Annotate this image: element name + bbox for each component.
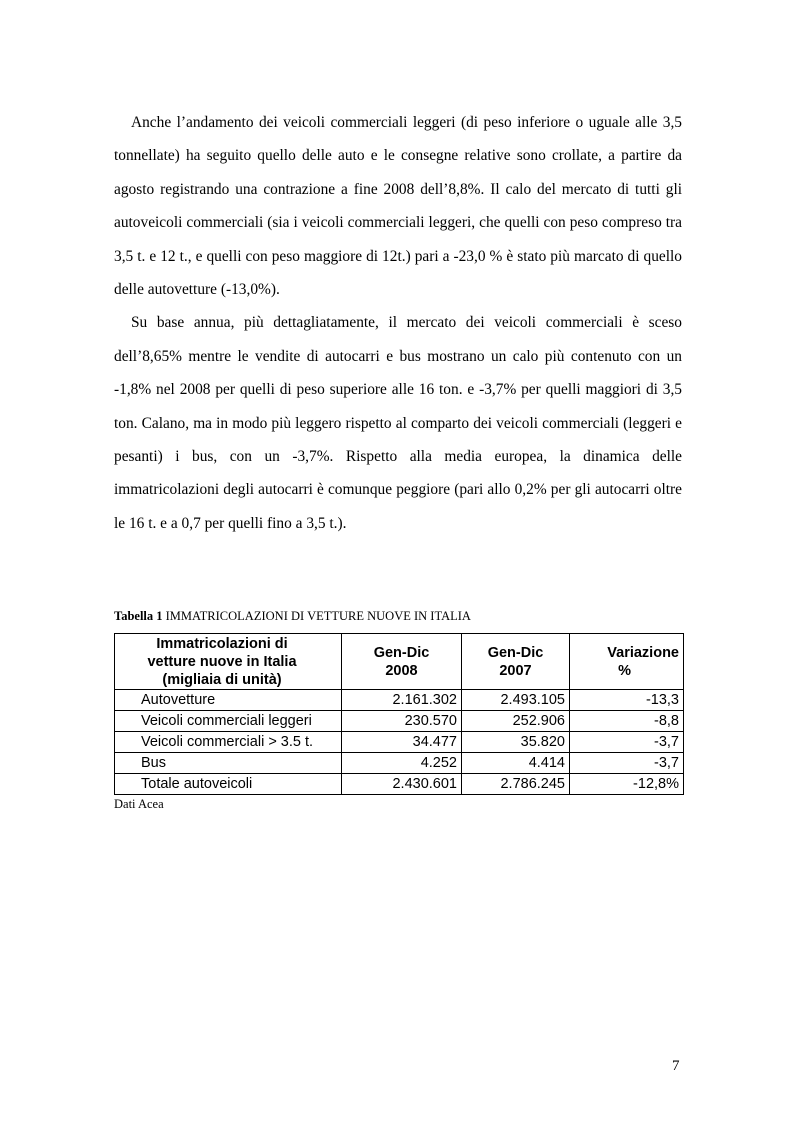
table-header-row [115,634,684,690]
cell-category: Bus [115,753,342,774]
cell-2007: 252.906 [462,711,570,732]
cell-2007: 4.414 [462,753,570,774]
cell-category: Veicoli commerciali > 3.5 t. [115,732,342,753]
table-row [115,753,684,774]
cell-2008: 2.161.302 [342,690,462,711]
body-text [114,106,682,540]
cell-2007: 35.820 [462,732,570,753]
cell-variation: -12,8% [570,774,684,795]
header-variation: Variazione % [570,634,684,690]
header-category: Immatricolazioni di vetture nuove in Italia (migliaia di unità) [115,634,342,690]
header-2007: Gen-Dic 2007 [462,634,570,690]
table-caption [114,609,471,624]
cell-2008: 2.430.601 [342,774,462,795]
cell-2007: 2.786.245 [462,774,570,795]
table-row [115,774,684,795]
cell-2008: 230.570 [342,711,462,732]
table-row [115,690,684,711]
cell-category: Veicoli commerciali leggeri [115,711,342,732]
cell-variation: -3,7 [570,732,684,753]
cell-variation: -3,7 [570,753,684,774]
cell-variation: -13,3 [570,690,684,711]
page-number: 7 [672,1058,680,1074]
table-row [115,732,684,753]
cell-2007: 2.493.105 [462,690,570,711]
paragraph: Su base annua, più dettagliatamente, il mercato dei veicoli commerciali è sceso dell’8,65% mentre le vendite di autocarri e bus mostrano un calo più contenuto con un -1,8% nel 2008 per quelli di peso superiore alle 16 ton. e -3,7% per quelli maggiori di 3,5 ton. Calano, ma in modo più leggero rispetto al comparto dei veicoli commerciali (leggeri e pesanti) i bus, con un -3,7%. Rispetto alla media europea, la dinamica delle immatricolazioni degli autocarri è comunque peggiore (pari allo 0,2% per gli autocarri oltre le 16 t. e a 0,7 per quelli fino a 3,5 t.). [114,314,682,532]
cell-2008: 4.252 [342,753,462,774]
paragraph: Anche l’andamento dei veicoli commerciali leggeri (di peso inferiore o uguale alle 3,5 tonnellate) ha seguito quello delle auto e le consegne relative sono crollate, a partire da agosto registrando una contrazione a fine 2008 dell’8,8%. Il calo del mercato di tutti gli autoveicoli commerciali (sia i veicoli commerciali leggeri, che quelli con peso compreso tra 3,5 t. e 12 t., e quelli con peso maggiore di 12t.) pari a -23,0 % è stato più marcato di quello delle autovetture (-13,0%). [114,114,682,299]
cell-2008: 34.477 [342,732,462,753]
cell-category: Autovetture [115,690,342,711]
table-caption-label: Tabella 1 [114,609,163,623]
registrations-table [114,633,684,795]
cell-variation: -8,8 [570,711,684,732]
table-source: Dati Acea [114,797,164,811]
header-2008: Gen-Dic 2008 [342,634,462,690]
table-caption-text: IMMATRICOLAZIONI DI VETTURE NUOVE IN ITALIA [165,609,471,623]
table-row [115,711,684,732]
cell-category: Totale autoveicoli [115,774,342,795]
